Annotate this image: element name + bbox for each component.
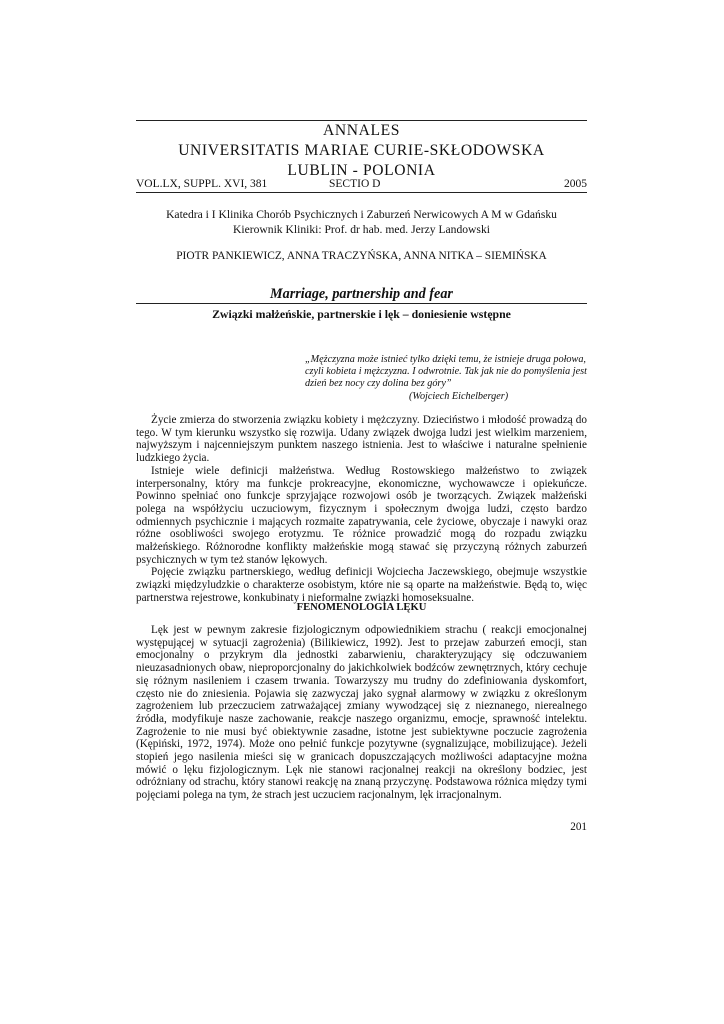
document-page — [136, 0, 587, 1024]
affiliation-head: Kierownik Kliniki: Prof. dr hab. med. Jerzy Landowski — [233, 223, 490, 236]
affiliation-department: Katedra i I Klinika Chorób Psychicznych i Zaburzeń Nerwicowych A M w Gdańsku — [166, 208, 557, 221]
page-number: 201 — [570, 821, 587, 833]
epigraph-line: „Mężczyzna może istnieć tylko dzięki temu, że istnieje druga połowa, — [305, 354, 586, 365]
epigraph-quote — [305, 354, 587, 403]
journal-title-line: UNIVERSITATIS MARIAE CURIE-SKŁODOWSKA — [178, 142, 545, 159]
author-list: PIOTR PANKIEWICZ, ANNA TRACZYŃSKA, ANNA NITKA – SIEMIŃSKA — [176, 250, 547, 262]
affiliation — [136, 207, 587, 237]
journal-title-line: LUBLIN - POLONIA — [287, 162, 436, 179]
body-paragraph: Istnieje wiele definicji małżeństwa. Według Rostowskiego małżeństwo to związek interpersonalny, który ma funkcje prokreacyjne, ekonomiczne, wychowawcze i opiekuńcze. Powinno spełniać ono funkcje sprzyjające rozwojowi osób je tworzących. Związek małżeński polega na współżyciu uczuciowym, fizycznym i społecznym dwojga ludzi, często bardzo odmiennych psychicznie i mających rozmaite zapatrywania, cele życiowe, obyczaje i nawyki oraz różne osobliwości swojego erotyzmu. Te różnice prowadzić mogą do rozpadu związku małżeńskiego. Różnorodne konflikty małżeńskie mogą stawać się przyczyną różnych zaburzeń psychicznych w tym też stanów lękowych. — [136, 464, 587, 566]
journal-meta-row — [136, 177, 587, 191]
body-paragraph: Życie zmierza do stworzenia związku kobiety i mężczyzny. Dzieciństwo i młodość prowadzą do tego. W tym kierunku wszystko się rozwija. Udany związek dwojga ludzi jest wielkim marzeniem, najwyższym i najcenniejszym punktem naszego istnienia. Jest to właściwe i naturalne spełnienie ludzkiego życia. — [136, 414, 587, 465]
body-paragraph: Lęk jest w pewnym zakresie fizjologicznym odpowiednikiem strachu ( reakcji emocjonalnej występującej w sytuacji zagrożenia) (Bilikiewicz, 1992). Jest to przejaw zaburzeń emocji, stan emocjonalny o przykrym dla jednostki zabarwieniu, charakteryzujący się odczuwaniem nieuzasadnionych obaw, nieproporcjonalny do jakichkolwiek bodźców zewnętrznych, który cechuje się różnym nasileniem i czasem trwania. Towarzyszy mu trudny do zdefiniowania dyskomfort, często nie do zniesienia. Pojawia się zazwyczaj jako sygnał alarmowy w związku z określonym zagrożeniem lub przeczuciem zatrważającej zmiany wywodzącej się z nieznanego, nierealnego źródła, modyfikuje nasze zachowanie, reakcje naszego organizmu, emocje, sprawność intelektu. Zagrożenie to nie musi być obiektywnie zasadne, istotne jest subiektywne poczucie zagrożenia (Kępiński, 1972, 1974). Może ono pełnić funkcje pozytywne (sygnalizujące, mobilizujące). Jeżeli stopień jego nasilenia mieści się w granicach dopuszczających możliwości adaptacyjne można mówić o lęku fizjologicznym. Lęk nie stanowi racjonalnej reakcji na określony bodziec, jest odróżniany od strachu, który stanowi reakcję na znaną przyczynę. Podstawowa różnica między tymi pojęciami polega na tym, że strach jest uczuciem racjonalnym, lęk irracjonalnym. — [136, 624, 587, 802]
introduction-text — [136, 414, 587, 605]
volume-info: VOL.LX, SUPPL. XVI, 381 — [136, 178, 268, 190]
section-heading: FENOMENOLOGIA LĘKU — [296, 602, 427, 613]
journal-title — [136, 121, 587, 181]
year-info: 2005 — [564, 178, 587, 190]
header-bottom-rule — [136, 192, 587, 193]
title-rule — [136, 303, 587, 304]
section-info: SECTIO D — [329, 178, 381, 190]
journal-title-line: ANNALES — [323, 122, 400, 139]
epigraph-line: czyli kobieta i mężczyzna. I odwrotnie. Tak jak nie do pomyślenia jest — [305, 366, 587, 378]
epigraph-attribution: (Wojciech Eichelberger) — [409, 390, 509, 402]
section-text — [136, 624, 587, 802]
article-title-english: Marriage, partnership and fear — [270, 286, 453, 302]
article-title-polish: Związki małżeńskie, partnerskie i lęk – doniesienie wstępne — [212, 307, 511, 321]
epigraph-line: dzień bez nocy czy dolina bez góry” — [305, 378, 452, 390]
body-paragraph: Pojęcie związku partnerskiego, według definicji Wojciecha Jaczewskiego, obejmuje wszystkie związki międzyludzkie o charakterze osobistym, które nie są oparte na małżeństwie. Będą to, więc partnerstwa rejestrowe, konkubinaty i nieformalne związki homoseksualne. — [136, 566, 587, 604]
